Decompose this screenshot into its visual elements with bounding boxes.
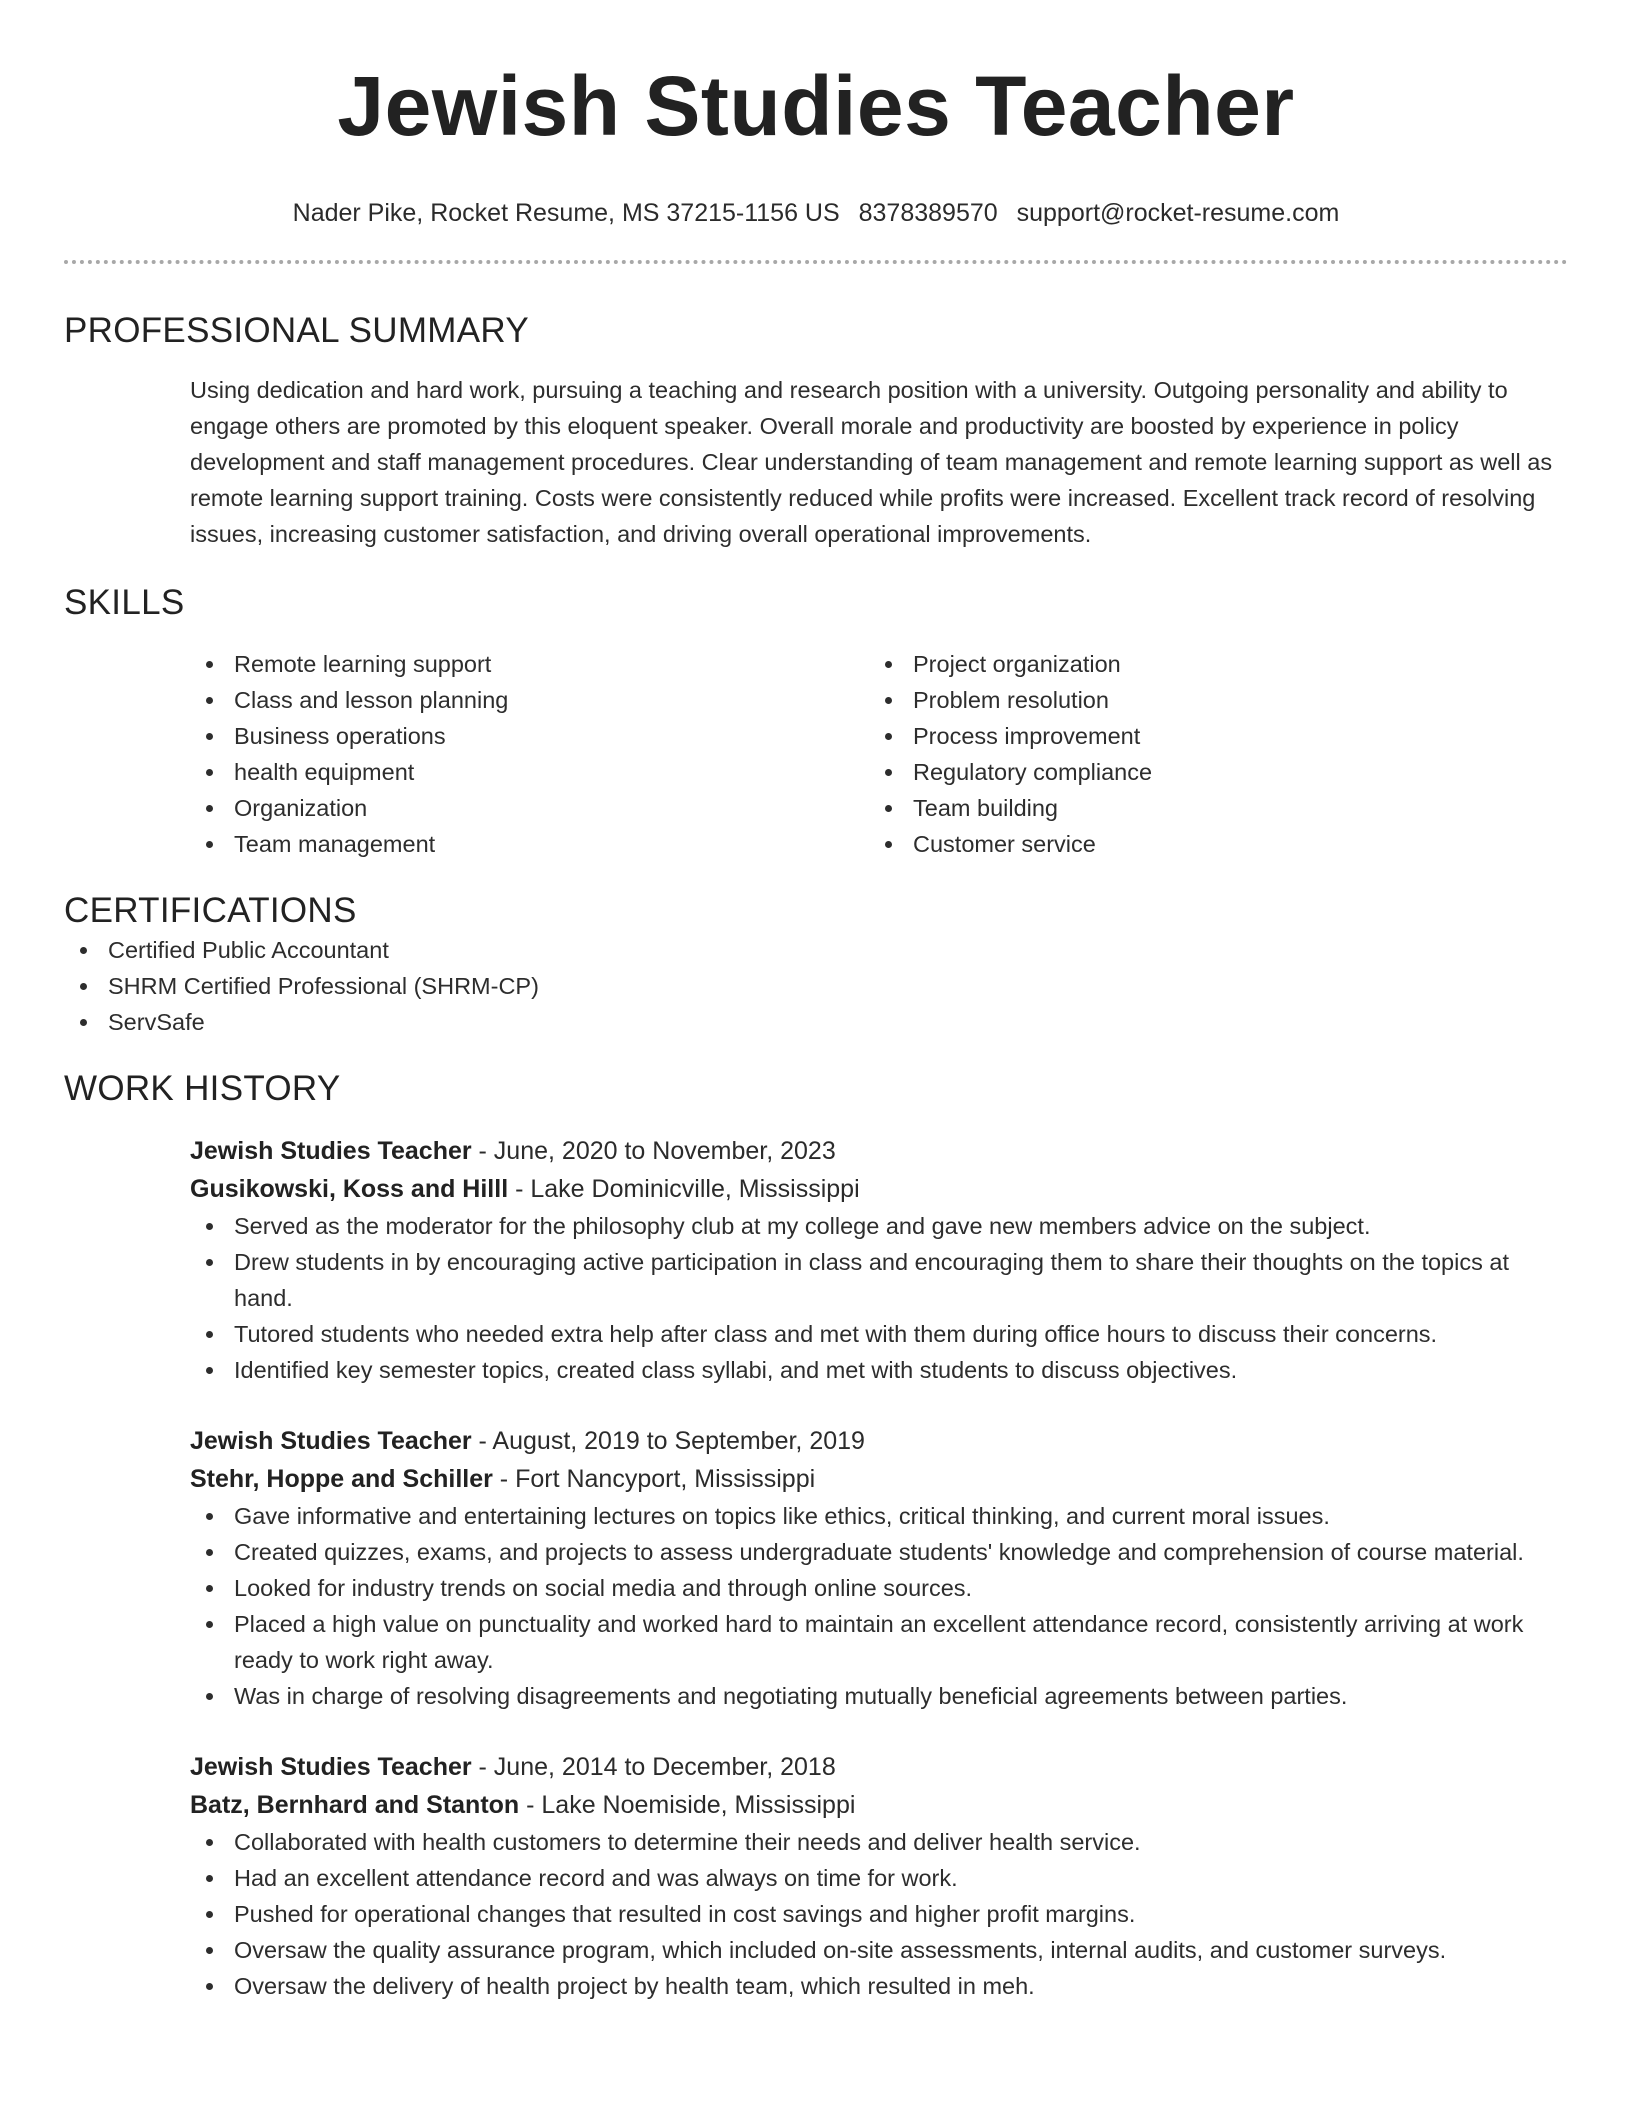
job-dates: - August, 2019 to September, 2019 — [471, 1427, 865, 1455]
job-location: - Lake Noemiside, Mississippi — [519, 1791, 856, 1819]
job-company: Batz, Bernhard and Stanton — [190, 1791, 520, 1819]
contact-phone: 8378389570 — [858, 199, 998, 227]
certification-item: ServSafe — [64, 1004, 1568, 1040]
job-title: Jewish Studies Teacher — [190, 1753, 472, 1781]
job-bullet: Tutored students who needed extra help after class and met with them during office hours to discuss their concerns. — [190, 1316, 1568, 1352]
job-location: - Lake Dominicville, Mississippi — [508, 1175, 860, 1203]
skill-item: Regulatory compliance — [869, 754, 1548, 790]
job-company-line — [190, 1170, 1568, 1208]
resume-title: Jewish Studies Teacher — [337, 59, 1295, 153]
job-title-line — [190, 1422, 1568, 1460]
job-company-line — [190, 1786, 1568, 1824]
contact-address: Nader Pike, Rocket Resume, MS 37215-1156 US — [292, 199, 840, 227]
skill-item: Remote learning support — [190, 646, 869, 682]
job-bullet: Placed a high value on punctuality and worked hard to maintain an excellent attendance record, consistently arriving at work ready to work right away. — [190, 1606, 1568, 1678]
summary-heading: PROFESSIONAL SUMMARY — [64, 311, 529, 350]
job-bullet: Oversaw the delivery of health project by health team, which resulted in meh. — [190, 1968, 1568, 2004]
job-bullet: Pushed for operational changes that resulted in cost savings and higher profit margins. — [190, 1896, 1568, 1932]
job-title: Jewish Studies Teacher — [190, 1427, 472, 1455]
job-bullets — [190, 1498, 1568, 1714]
skill-item: Customer service — [869, 826, 1548, 862]
contact-line — [64, 198, 1568, 228]
skill-item: Problem resolution — [869, 682, 1548, 718]
skill-item: Organization — [190, 790, 869, 826]
certifications-heading: CERTIFICATIONS — [64, 891, 357, 930]
job-title: Jewish Studies Teacher — [190, 1137, 472, 1165]
job-dates: - June, 2020 to November, 2023 — [471, 1137, 836, 1165]
skill-item: Class and lesson planning — [190, 682, 869, 718]
header-divider — [64, 260, 1568, 264]
job-company: Gusikowski, Koss and Hilll — [190, 1175, 509, 1203]
job-bullet: Identified key semester topics, created class syllabi, and met with students to discuss objectives. — [190, 1352, 1568, 1388]
contact-email[interactable]: support@rocket-resume.com — [1016, 199, 1340, 227]
job-bullet: Looked for industry trends on social media and through online sources. — [190, 1570, 1568, 1606]
job-entry — [190, 1422, 1568, 1714]
certifications-list — [64, 932, 1568, 1040]
skills-column-right — [869, 646, 1548, 862]
skills-heading: SKILLS — [64, 583, 185, 622]
skill-item: Team management — [190, 826, 869, 862]
job-bullet: Collaborated with health customers to determine their needs and deliver health service. — [190, 1824, 1568, 1860]
skills-column-left — [190, 646, 869, 862]
skill-item: Process improvement — [869, 718, 1548, 754]
job-company-line — [190, 1460, 1568, 1498]
summary-text: Using dedication and hard work, pursuing a teaching and research position with a university. Outgoing personality and ability to engage others are promoted by this eloquent speaker. Overall morale and productivity are boosted by experience in policy development and staff management procedures. Clear understanding of team management and remote learning support as well as remote learning support training. Costs were consistently reduced while profits were increased. Excellent track record of resolving issues, increasing customer satisfaction, and driving overall operational improvements. — [190, 377, 1553, 547]
job-bullet: Oversaw the quality assurance program, which included on-site assessments, internal audits, and customer surveys. — [190, 1932, 1568, 1968]
job-entry — [190, 1132, 1568, 1388]
certification-item: SHRM Certified Professional (SHRM-CP) — [64, 968, 1568, 1004]
job-company: Stehr, Hoppe and Schiller — [190, 1465, 493, 1493]
job-dates: - June, 2014 to December, 2018 — [471, 1753, 836, 1781]
job-bullet: Drew students in by encouraging active participation in class and encouraging them to share their thoughts on the topics at hand. — [190, 1244, 1568, 1316]
job-bullets — [190, 1824, 1568, 2004]
skills-grid — [190, 646, 1568, 862]
job-entry — [190, 1748, 1568, 2004]
job-bullet: Was in charge of resolving disagreements and negotiating mutually beneficial agreements between parties. — [190, 1678, 1568, 1714]
job-title-line — [190, 1748, 1568, 1786]
job-bullet: Gave informative and entertaining lectures on topics like ethics, critical thinking, and current moral issues. — [190, 1498, 1568, 1534]
skill-item: Business operations — [190, 718, 869, 754]
skill-item: Project organization — [869, 646, 1548, 682]
job-location: - Fort Nancyport, Mississippi — [492, 1465, 816, 1493]
certification-item: Certified Public Accountant — [64, 932, 1568, 968]
skill-item: Team building — [869, 790, 1548, 826]
job-title-line — [190, 1132, 1568, 1170]
job-bullet: Had an excellent attendance record and was always on time for work. — [190, 1860, 1568, 1896]
job-bullet: Served as the moderator for the philosophy club at my college and gave new members advice on the subject. — [190, 1208, 1568, 1244]
job-bullets — [190, 1208, 1568, 1388]
job-bullet: Created quizzes, exams, and projects to assess undergraduate students' knowledge and comprehension of course material. — [190, 1534, 1568, 1570]
skill-item: health equipment — [190, 754, 869, 790]
work-history-heading: WORK HISTORY — [64, 1069, 341, 1108]
